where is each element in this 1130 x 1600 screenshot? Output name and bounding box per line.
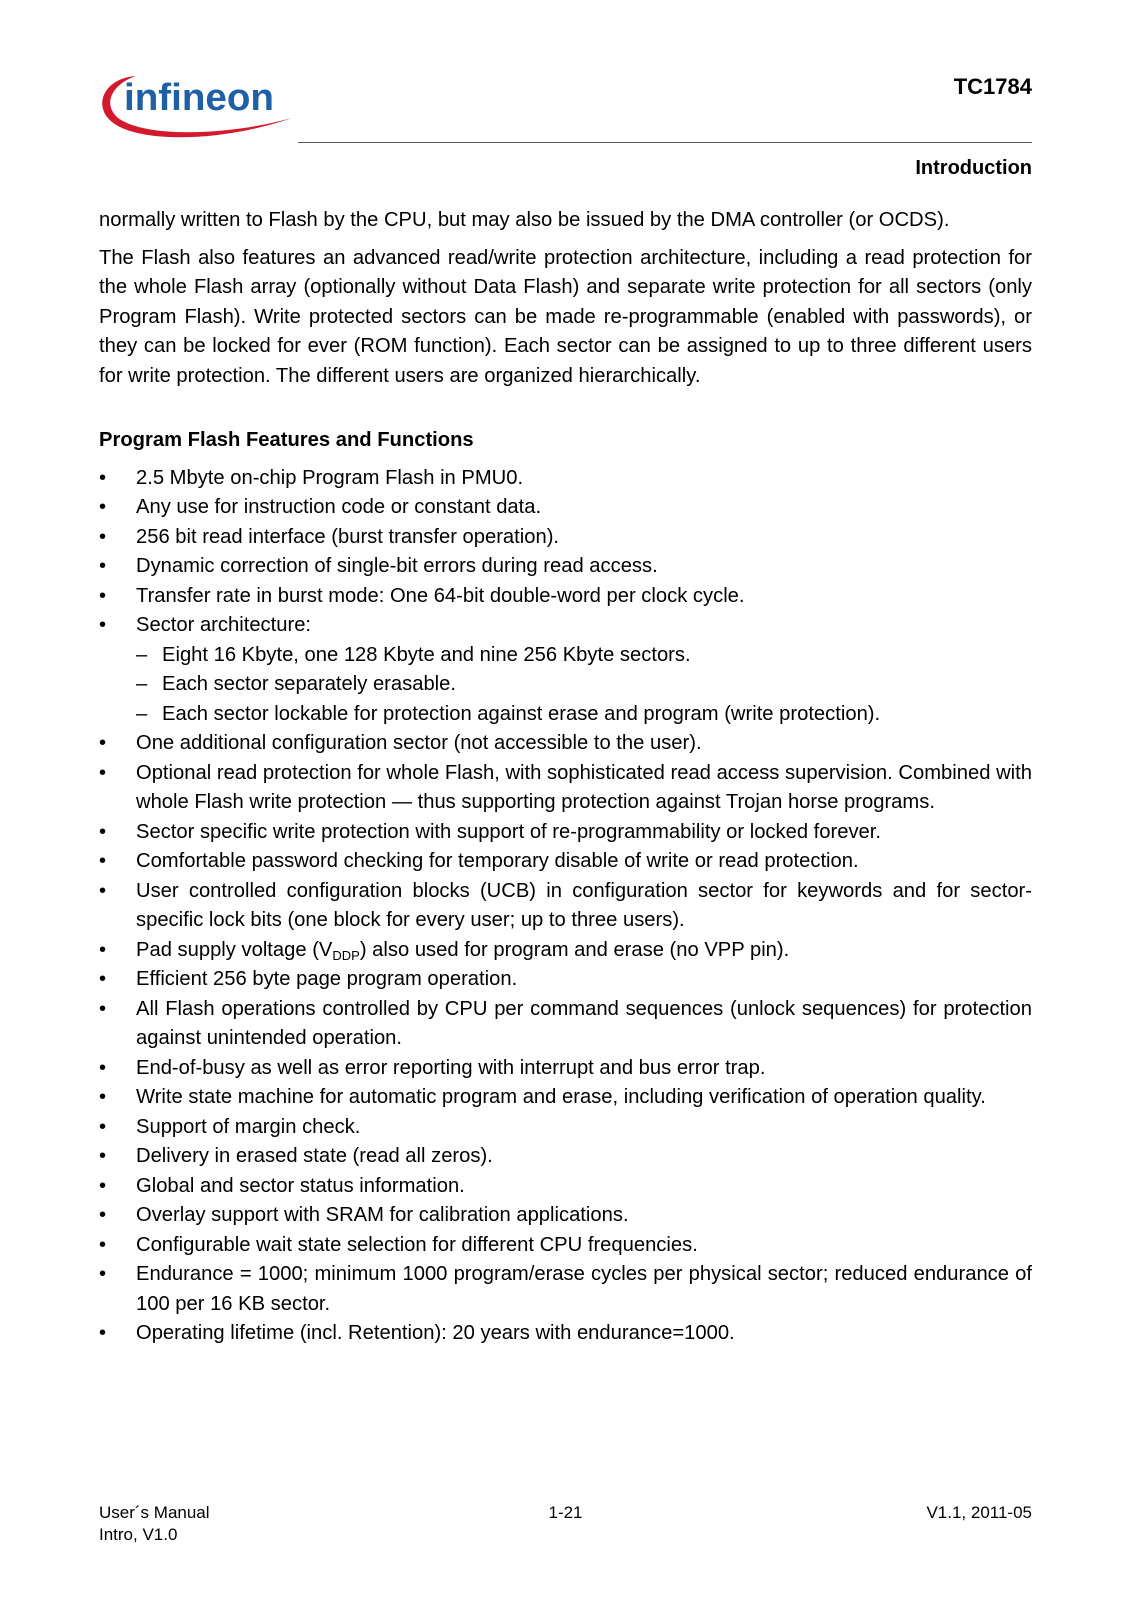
footer-chapter-version: Intro, V1.0: [99, 1525, 178, 1544]
bullet-marker: •: [99, 732, 107, 754]
list-item: [99, 995, 1032, 1054]
bullet-marker: •: [99, 850, 107, 872]
bullet-marker: •: [99, 555, 107, 577]
list-item: [99, 464, 1032, 494]
list-item-text: Sector specific write protection with support of re-programmability or locked forever.: [136, 820, 881, 843]
list-item-text: Endurance = 1000; minimum 1000 program/erase cycles per physical sector; reduced endurance of 100 per 16 KB sector.: [136, 1263, 1032, 1315]
list-item-pad-supply: [99, 936, 1032, 966]
dash-marker: –: [136, 673, 148, 695]
pad-supply-text: Pad supply voltage (V: [136, 938, 333, 961]
vddp-subscript: DDP: [332, 947, 360, 963]
header-divider: [298, 142, 1032, 143]
list-item-text: End-of-busy as well as error reporting with interrupt and bus error trap.: [136, 1056, 766, 1079]
page-content: [99, 206, 1032, 1349]
list-item-text: All Flash operations controlled by CPU per command sequences (unlock sequences) for protection against unintended operation.: [136, 997, 1032, 1049]
bullet-marker: •: [99, 1056, 107, 1079]
sublist-item: [99, 700, 1032, 730]
pad-supply-text-end: ) also used for program and erase (no VPP pin).: [359, 938, 790, 961]
section-title: Introduction: [915, 157, 1032, 179]
list-item-text: Overlay support with SRAM for calibration applications.: [136, 1204, 629, 1226]
sublist-item-text: Each sector separately erasable.: [162, 673, 457, 695]
list-item: [99, 965, 1032, 995]
logo-wordmark: infineon: [124, 77, 274, 119]
list-item: [99, 1172, 1032, 1202]
bullet-marker: •: [99, 1086, 107, 1108]
bullet-marker: •: [99, 496, 107, 518]
bullet-marker: •: [99, 1145, 107, 1167]
list-item-text: 256 bit read interface (burst transfer operation).: [136, 525, 560, 548]
list-item: [99, 1113, 1032, 1143]
bullet-marker: •: [99, 761, 107, 784]
list-item: [99, 523, 1032, 553]
sublist-item: [99, 670, 1032, 700]
bullet-marker: •: [99, 525, 107, 548]
bullet-marker: •: [99, 879, 107, 902]
bullet-marker: •: [99, 938, 107, 961]
bullet-marker: •: [99, 1174, 107, 1197]
list-item: [99, 493, 1032, 523]
features-list-continued: [99, 729, 1032, 1349]
document-id: TC1784: [953, 74, 1032, 99]
list-item-text: Global and sector status information.: [136, 1174, 465, 1197]
list-item-text: Delivery in erased state (read all zeros).: [136, 1145, 493, 1167]
list-item: [99, 877, 1032, 936]
sublist-item: [99, 641, 1032, 671]
list-item: [99, 847, 1032, 877]
list-item-text: Any use for instruction code or constant data.: [136, 496, 542, 518]
features-heading: Program Flash Features and Functions: [99, 429, 474, 451]
sublist-item-text: Eight 16 Kbyte, one 128 Kbyte and nine 256 Kbyte sectors.: [162, 643, 691, 666]
list-item-text: Optional read protection for whole Flash, with sophisticated read access supervision. Combined with whole Flash write protection — thus supporting protection against Trojan horse programs.: [136, 761, 1032, 813]
list-item-text: One additional configuration sector (not accessible to the user).: [136, 732, 702, 754]
list-item: [99, 1083, 1032, 1113]
bullet-marker: •: [99, 1233, 107, 1256]
list-item-text: 2.5 Mbyte on-chip Program Flash in PMU0.: [136, 466, 524, 489]
intro-paragraph-2: The Flash also features an advanced read/write protection architecture, including a read protection for the whole Flash array (optionally without Data Flash) and separate write protection for all sectors (only Program Flash). Write protected sectors can be made re-programmable (enabled with passwords), or they can be locked for ever (ROM function). Each sector can be assigned to up to three different users for write protection. The different users are organized hierarchically.: [99, 246, 1032, 387]
footer-manual-title: User´s Manual: [99, 1503, 210, 1522]
list-item-text: Write state machine for automatic program and erase, including verification of operation quality.: [136, 1086, 986, 1108]
list-item-text: Configurable wait state selection for different CPU frequencies.: [136, 1233, 698, 1256]
list-item: [99, 611, 1032, 641]
bullet-marker: •: [99, 466, 107, 489]
page-number: 1-21: [548, 1503, 583, 1522]
document-version: V1.1, 2011-05: [926, 1503, 1032, 1522]
list-item-text: Efficient 256 byte page program operation.: [136, 968, 518, 990]
sector-sublist: [99, 641, 1032, 730]
dash-marker: –: [136, 643, 148, 666]
dash-marker: –: [136, 702, 148, 725]
infineon-logo: [96, 56, 296, 146]
sublist-item-text: Each sector lockable for protection against erase and program (write protection).: [162, 702, 881, 725]
bullet-marker: •: [99, 1115, 107, 1138]
bullet-marker: •: [99, 968, 107, 990]
intro-paragraph-1: normally written to Flash by the CPU, but may also be issued by the DMA controller (or OCDS).: [99, 209, 950, 231]
list-item-text: Dynamic correction of single-bit errors during read access.: [136, 555, 658, 577]
list-item-text: Operating lifetime (incl. Retention): 20 years with endurance=1000.: [136, 1322, 735, 1344]
bullet-marker: •: [99, 997, 107, 1020]
bullet-marker: •: [99, 1204, 107, 1226]
list-item-text: User controlled configuration blocks (UCB) in configuration sector for keywords and for sector-specific lock bits (one block for every user; up to three users).: [136, 879, 1032, 931]
list-item-text: Transfer rate in burst mode: One 64-bit double-word per clock cycle.: [136, 584, 745, 607]
list-item: [99, 1231, 1032, 1261]
list-item: [99, 582, 1032, 612]
bullet-marker: •: [99, 584, 107, 607]
features-list: [99, 464, 1032, 641]
list-item: [99, 729, 1032, 759]
list-item: [99, 818, 1032, 848]
bullet-marker: •: [99, 1263, 107, 1285]
list-item: [99, 1201, 1032, 1231]
bullet-marker: •: [99, 820, 107, 843]
bullet-marker: •: [99, 614, 107, 636]
list-item: [99, 1054, 1032, 1084]
list-item-text: Comfortable password checking for temporary disable of write or read protection.: [136, 850, 859, 872]
list-item: [99, 552, 1032, 582]
list-item: [99, 1142, 1032, 1172]
list-item: [99, 759, 1032, 818]
list-item: [99, 1319, 1032, 1349]
list-item-text: Support of margin check.: [136, 1115, 361, 1138]
list-item-text: Sector architecture:: [136, 614, 312, 636]
list-item: [99, 1260, 1032, 1319]
bullet-marker: •: [99, 1322, 107, 1344]
